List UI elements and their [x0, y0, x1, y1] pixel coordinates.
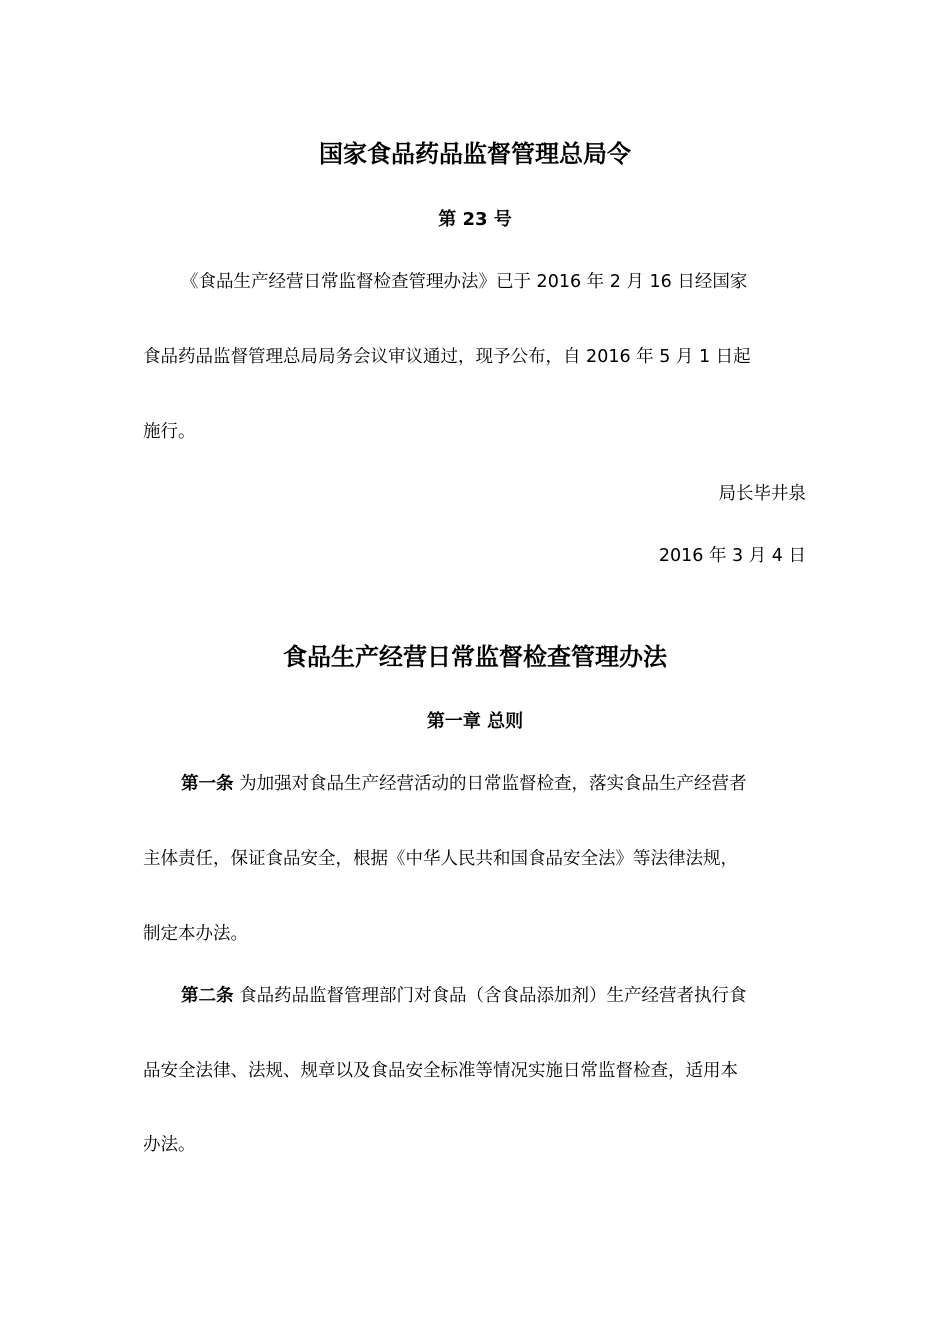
article-1-line-2: 主体责任，保证食品安全，根据《中华人民共和国食品安全法》等法律法规， [143, 849, 738, 869]
article-2-line-3: 办法。 [143, 1135, 196, 1155]
article-1-text: 为加强对食品生产经营活动的日常监督检查，落实食品生产经营者 [233, 774, 747, 794]
article-1-label: 第一条 [181, 774, 234, 794]
order-body-line-3: 施行。 [143, 422, 196, 442]
article-2-label: 第二条 [181, 986, 234, 1006]
regulation-title: 食品生产经营日常监督检查管理办法 [283, 643, 667, 671]
chapter-heading: 第一章 总则 [426, 711, 524, 732]
signatory: 局长毕井泉 [718, 484, 806, 504]
article-2-line-2: 品安全法律、法规、规章以及食品安全标准等情况实施日常监督检查，适用本 [143, 1061, 738, 1081]
order-body-line-1: 《食品生产经营日常监督检查管理办法》已于 2016 年 2 月 16 日经国家 [181, 272, 748, 292]
article-2-text: 食品药品监督管理部门对食品（含食品添加剂）生产经营者执行食 [233, 986, 747, 1006]
article-1-line-1 [181, 770, 747, 795]
order-body-line-2: 食品药品监督管理总局局务会议审议通过，现予公布，自 2016 年 5 月 1 日起 [143, 347, 751, 367]
order-number: 第 23 号 [438, 209, 512, 230]
article-1-line-3: 制定本办法。 [143, 924, 248, 944]
order-title: 国家食品药品监督管理总局令 [319, 140, 631, 168]
article-2-line-1 [181, 982, 747, 1007]
order-date: 2016 年 3 月 4 日 [658, 546, 806, 566]
